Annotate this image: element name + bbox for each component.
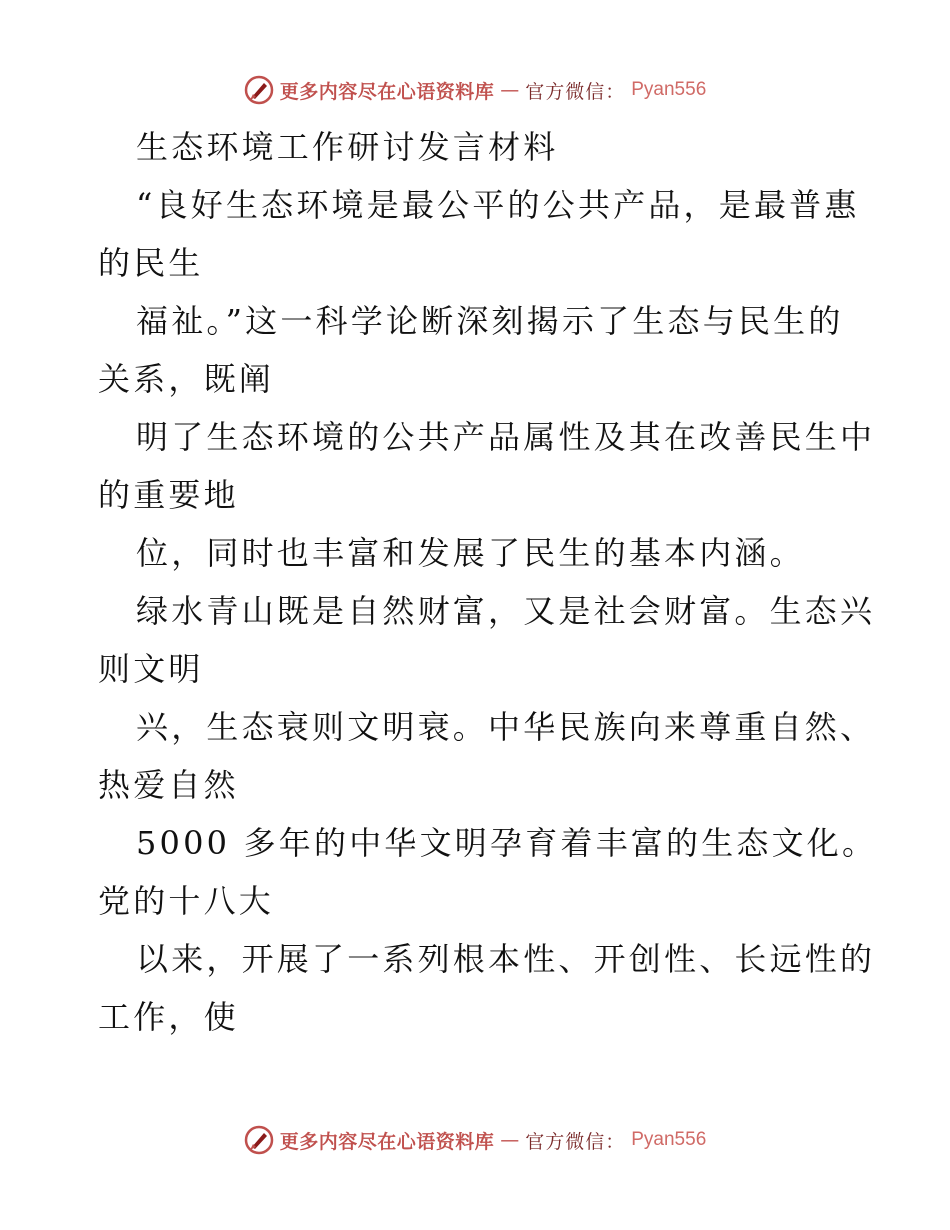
- text-line: 以来，开展了一系列根本性、开创性、长远性的: [136, 940, 876, 978]
- text-line: 的民生: [98, 244, 204, 282]
- footer-watermark: [0, 1122, 950, 1158]
- watermark-slogan: 更多内容尽在心语资料库: [279, 1130, 495, 1153]
- text-line: 兴，生态衰则文明衰。中华民族向来尊重自然、: [136, 708, 876, 746]
- watermark-dash: —: [500, 79, 520, 101]
- watermark-wechat-id: Pyan556: [631, 1129, 707, 1150]
- text-line: 的重要地: [98, 476, 239, 514]
- text-line: 工作，使: [98, 998, 239, 1036]
- text-line: 绿水青山既是自然财富，又是社会财富。生态兴: [136, 592, 876, 630]
- text-line: 位，同时也丰富和发展了民生的基本内涵。: [136, 534, 805, 572]
- text-line: 关系，既阐: [98, 360, 275, 398]
- header-watermark: [0, 72, 950, 108]
- document-body: [98, 118, 878, 1046]
- text-line: 福祉。”这一科学论断深刻揭示了生态与民生的: [136, 302, 844, 340]
- watermark-wechat-label: 官方微信：: [525, 80, 626, 103]
- watermark-wechat-label: 官方微信：: [525, 1130, 626, 1153]
- pen-logo-icon: [244, 75, 274, 105]
- document-title: 生态环境工作研讨发言材料: [136, 128, 559, 166]
- watermark-wechat-id: Pyan556: [631, 79, 707, 100]
- text-line: 则文明: [98, 650, 204, 688]
- text-line: “良好生态环境是最公平的公共产品，是最普惠: [136, 186, 860, 224]
- text-line: 明了生态环境的公共产品属性及其在改善民生中: [136, 418, 876, 456]
- text-line: 党的十八大: [98, 882, 275, 920]
- text-line: 热爱自然: [98, 766, 239, 804]
- text-line: 5000 多年的中华文明孕育着丰富的生态文化。: [136, 824, 878, 862]
- pen-logo-icon: [244, 1125, 274, 1155]
- watermark-slogan: 更多内容尽在心语资料库: [279, 80, 495, 103]
- watermark-dash: —: [500, 1129, 520, 1151]
